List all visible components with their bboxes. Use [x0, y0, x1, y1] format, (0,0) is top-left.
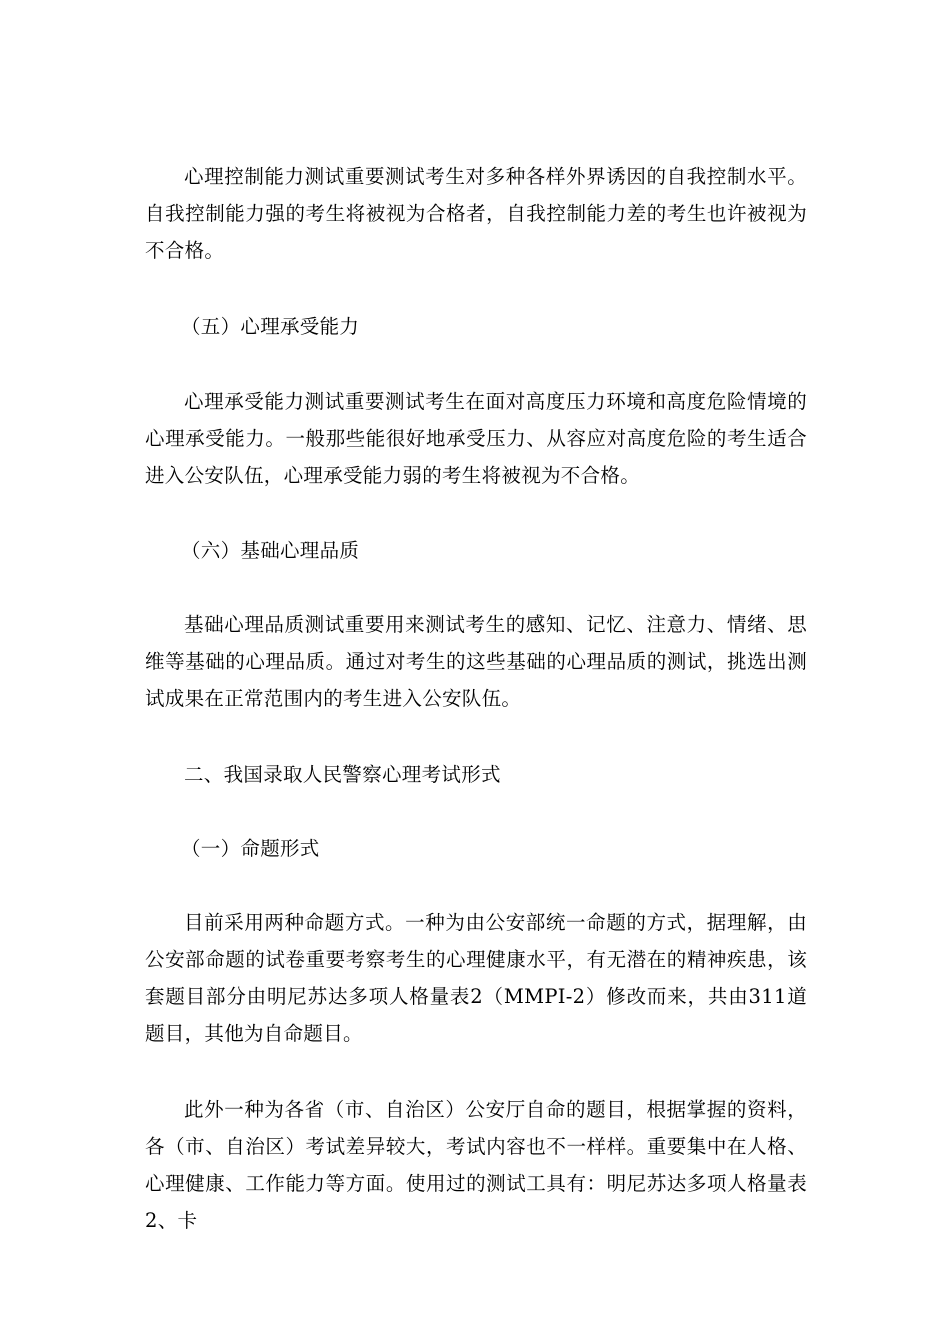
subheading-basic-psychological-quality: （六）基础心理品质: [181, 539, 360, 562]
subheading-stress-tolerance: （五）心理承受能力: [181, 315, 360, 338]
paragraph-provincial-questions: 此外一种为各省（市、自治区）公安厅自命的题目，根据掌握的资料，各（市、自治区）考试差异较大，考试内容也不一样样。重要集中在人格、心理健康、工作能力等方面。使用过的测试工具有：明尼苏达多项人格量表2、卡: [145, 1098, 807, 1232]
paragraph-question-format: 目前采用两种命题方式。一种为由公安部统一命题的方式，据理解，由公安部命题的试卷重要考察考生的心理健康水平，有无潜在的精神疾患，该套题目部分由明尼苏达多项人格量表2（MMPI-2）修改而来，共由311道题目，其他为自命题目。: [145, 911, 807, 1045]
subheading-question-format: （一）命题形式: [181, 837, 320, 860]
paragraph-stress-tolerance: 心理承受能力测试重要测试考生在面对高度压力环境和高度危险情境的心理承受能力。一般那些能很好地承受压力、从容应对高度危险的考生适合进入公安队伍，心理承受能力弱的考生将被视为不合格。: [145, 390, 807, 487]
paragraph-basic-psychological-quality: 基础心理品质测试重要用来测试考生的感知、记忆、注意力、情绪、思维等基础的心理品质。通过对考生的这些基础的心理品质的测试，挑选出测试成果在正常范围内的考生进入公安队伍。: [145, 613, 807, 710]
section-heading-exam-format: 二、我国录取人民警察心理考试形式: [184, 763, 501, 786]
paragraph-self-control: 心理控制能力测试重要测试考生对多种各样外界诱因的自我控制水平。自我控制能力强的考生将被视为合格者，自我控制能力差的考生也许被视为不合格。: [145, 165, 807, 262]
